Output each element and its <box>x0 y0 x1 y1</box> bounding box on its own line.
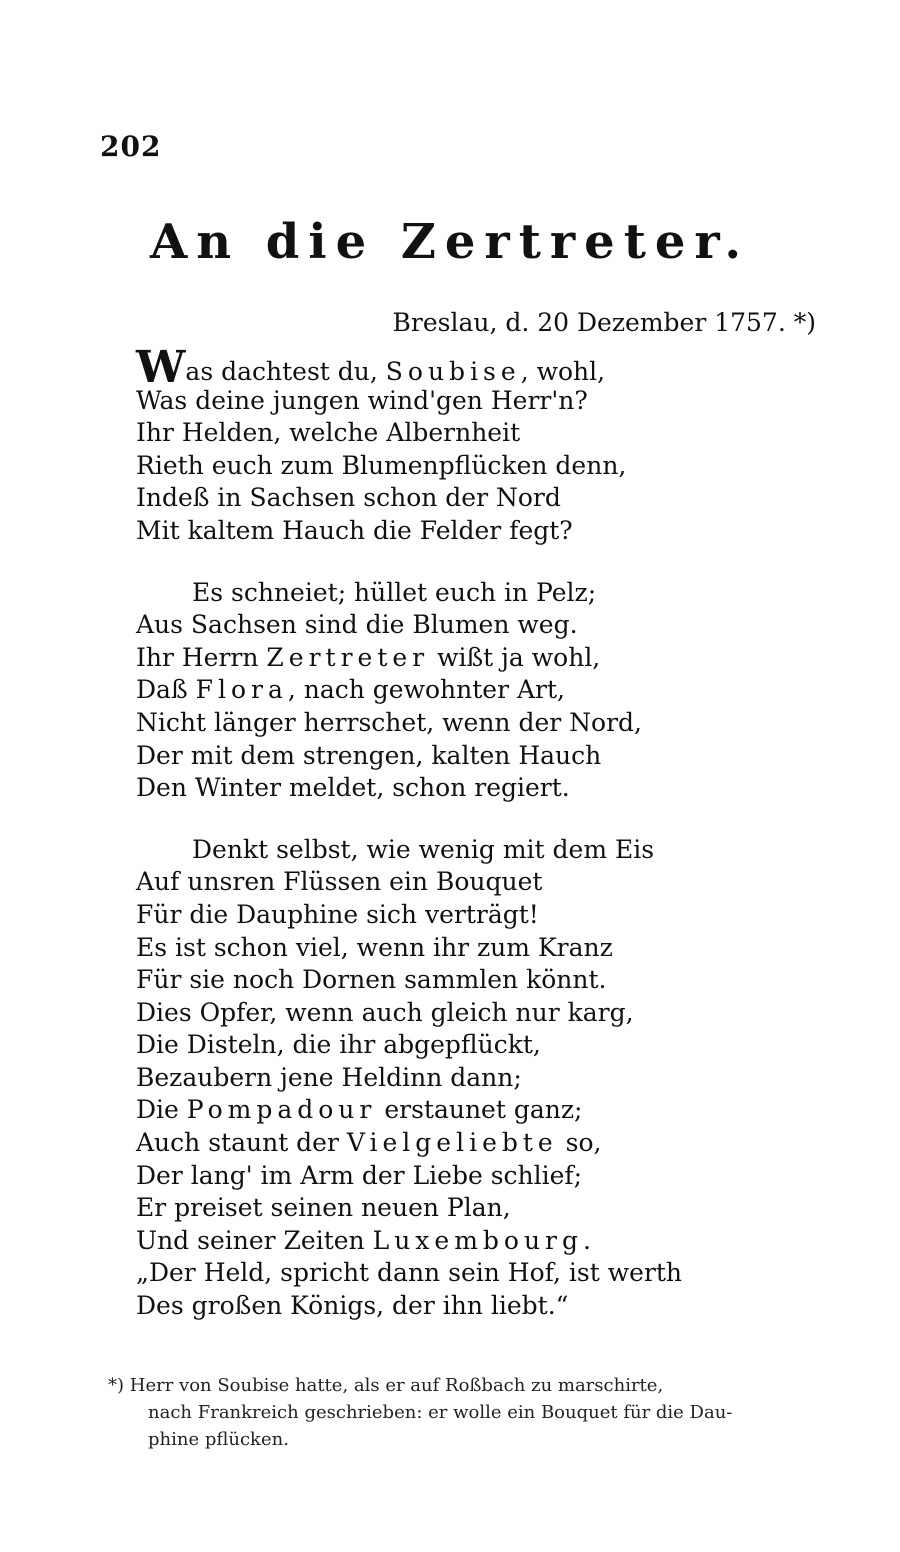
footnote-line: phine pflücken. <box>148 1429 289 1450</box>
poem-body <box>136 342 856 1352</box>
verse-line: Nicht länger herrschet, wenn der Nord, <box>136 707 642 737</box>
verse-text: , nach gewohnter Art, <box>287 675 565 705</box>
spaced-name: Luxembourg <box>372 1225 584 1255</box>
verse-text: wißt ja wohl, <box>429 642 601 672</box>
poem-title: An die Zertreter. <box>149 214 751 270</box>
verse-text: , wohl, <box>520 357 606 386</box>
verse-line: Für sie noch Dornen sammlen könnt. <box>136 965 607 995</box>
verse-line: Des großen Königs, der ihn liebt.“ <box>136 1291 569 1321</box>
dateline: Breslau, d. 20 Dezember 1757. *) <box>392 308 816 337</box>
stanza-3 <box>136 834 856 1323</box>
verse-text: . <box>583 1225 591 1255</box>
verse-line: Indeß in Sachsen schon der Nord <box>136 483 561 513</box>
verse-line: Er preiset seinen neuen Plan, <box>136 1193 511 1223</box>
verse-line: „Der Held, spricht dann sein Hof, ist werth <box>136 1258 682 1288</box>
verse-line: Für die Dauphine sich verträgt! <box>136 899 539 929</box>
stanza-2 <box>136 577 856 805</box>
verse-line: Die Disteln, die ihr abgepflückt, <box>136 1030 541 1060</box>
drop-cap: W <box>136 342 186 393</box>
footnote <box>108 1372 808 1453</box>
verse-text: Daß <box>136 675 196 705</box>
verse-text: Auch staunt der <box>136 1128 347 1158</box>
verse-line: Mit kaltem Hauch die Felder fegt? <box>136 515 573 545</box>
spaced-name: Flora <box>195 675 288 705</box>
verse-line <box>136 642 856 675</box>
verse-line <box>136 1225 856 1258</box>
verse-line: Aus Sachsen sind die Blumen weg. <box>136 610 578 640</box>
spaced-name: Pompadour <box>186 1095 377 1125</box>
verse-line: Es schneiet; hüllet euch in Pelz; <box>192 577 597 607</box>
verse-text: Ihr Herrn <box>136 642 267 672</box>
verse-line: Der lang' im Arm der Liebe schlief; <box>136 1160 583 1190</box>
spaced-name: Vielgeliebte <box>346 1128 558 1158</box>
verse-text: erstaunet ganz; <box>376 1095 583 1125</box>
verse-line: Denkt selbst, wie wenig mit dem Eis <box>192 834 655 864</box>
spaced-word: Zertreter <box>266 642 430 672</box>
verse-line: Den Winter meldet, schon regiert. <box>136 773 570 803</box>
verse-text: Und seiner Zeiten <box>136 1225 373 1255</box>
verse-line <box>136 342 856 393</box>
page-number: 202 <box>100 130 162 163</box>
verse-line: Auf unsren Flüssen ein Bouquet <box>136 867 543 897</box>
footnote-line: *) Herr von Soubise hatte, als er auf Roßbach zu marschirte, <box>108 1375 664 1396</box>
footnote-line: nach Frankreich geschrieben: er wolle ein Bouquet für die Dau- <box>148 1402 733 1423</box>
verse-text: Die <box>136 1095 187 1125</box>
verse-line: Ihr Helden, welche Albernheit <box>136 418 521 448</box>
verse-line <box>136 674 856 707</box>
verse-line <box>136 1127 856 1160</box>
verse-line: Es ist schon viel, wenn ihr zum Kranz <box>136 932 613 962</box>
stanza-1 <box>136 342 856 548</box>
verse-text: so, <box>557 1128 602 1158</box>
verse-text: as dachtest du, <box>185 357 386 386</box>
verse-line: Was deine jungen wind'gen Herr'n? <box>136 385 588 415</box>
verse-line: Der mit dem strengen, kalten Hauch <box>136 740 602 770</box>
verse-line <box>136 1094 856 1127</box>
verse-line: Dies Opfer, wenn auch gleich nur karg, <box>136 997 634 1027</box>
verse-line: Rieth euch zum Blumenpflücken denn, <box>136 450 627 480</box>
spaced-name: Soubise <box>385 357 521 386</box>
verse-line: Bezaubern jene Heldinn dann; <box>136 1062 522 1092</box>
